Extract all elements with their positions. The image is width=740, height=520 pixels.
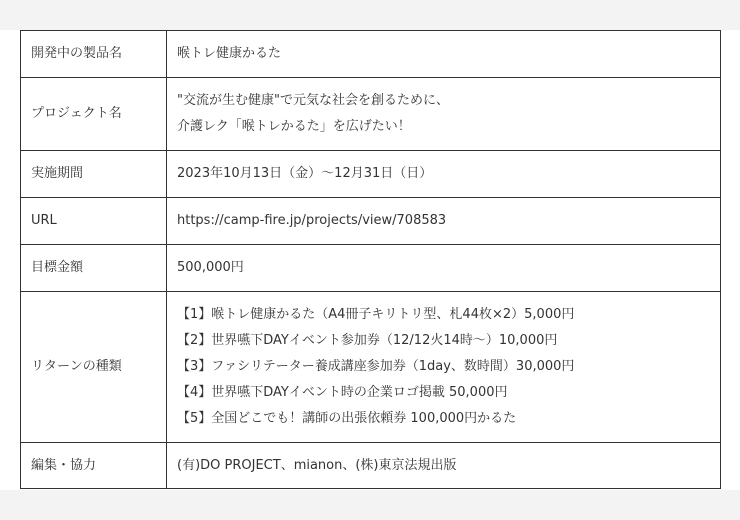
- product-name-text: 喉トレ健康かるた: [177, 46, 282, 61]
- project-info-table: [20, 30, 721, 489]
- editing-credits-text: (有)DO PROJECT、mianon、(株)東京法規出版: [177, 457, 457, 473]
- return-item: 【4】世界嚥下DAYイベント時の企業ロゴ掲載 50,000円: [177, 385, 508, 400]
- table-row-project-name: [21, 78, 721, 151]
- return-item: 【1】喉トレ健康かるた（A4冊子キリトリ型、札44枚×2）5,000円: [177, 307, 575, 322]
- row-label: 開発中の製品名: [21, 31, 167, 78]
- row-value: [167, 78, 721, 151]
- row-label: 実施期間: [21, 151, 167, 198]
- table-row-period: [21, 151, 721, 198]
- return-item: 【2】世界嚥下DAYイベント参加券（12/12火14時〜）10,000円: [177, 333, 558, 348]
- table-row-url: [21, 198, 721, 245]
- row-label: プロジェクト名: [21, 78, 167, 151]
- row-label: 編集・協力: [21, 443, 167, 489]
- return-item: 【3】ファシリテーター養成講座参加券（1day、数時間）30,000円: [177, 359, 575, 374]
- table-row-editing: [21, 443, 721, 489]
- project-name-line: "交流が生む健康"で元気な社会を創るために、: [177, 93, 449, 108]
- row-value: [167, 245, 721, 292]
- table-row-goal-amount: [21, 245, 721, 292]
- period-text: 2023年10月13日（金）〜12月31日（日）: [177, 166, 433, 181]
- row-label: URL: [21, 198, 167, 245]
- table-row-returns: [21, 292, 721, 443]
- table-row-product-name: [21, 31, 721, 78]
- project-url-link[interactable]: https://camp-fire.jp/projects/view/708583: [177, 213, 447, 228]
- goal-amount-text: 500,000円: [177, 260, 244, 275]
- return-item: 【5】全国どこでも！講師の出張依頼券 100,000円かるた: [177, 411, 517, 426]
- row-value: [167, 151, 721, 198]
- row-value: [167, 31, 721, 78]
- row-value: [167, 292, 721, 443]
- row-value: [167, 198, 721, 245]
- row-label: リターンの種類: [21, 292, 167, 443]
- row-label: 目標金額: [21, 245, 167, 292]
- project-name-line: 介護レク「喉トレかるた」を広げたい！: [177, 119, 411, 134]
- row-value: [167, 443, 721, 489]
